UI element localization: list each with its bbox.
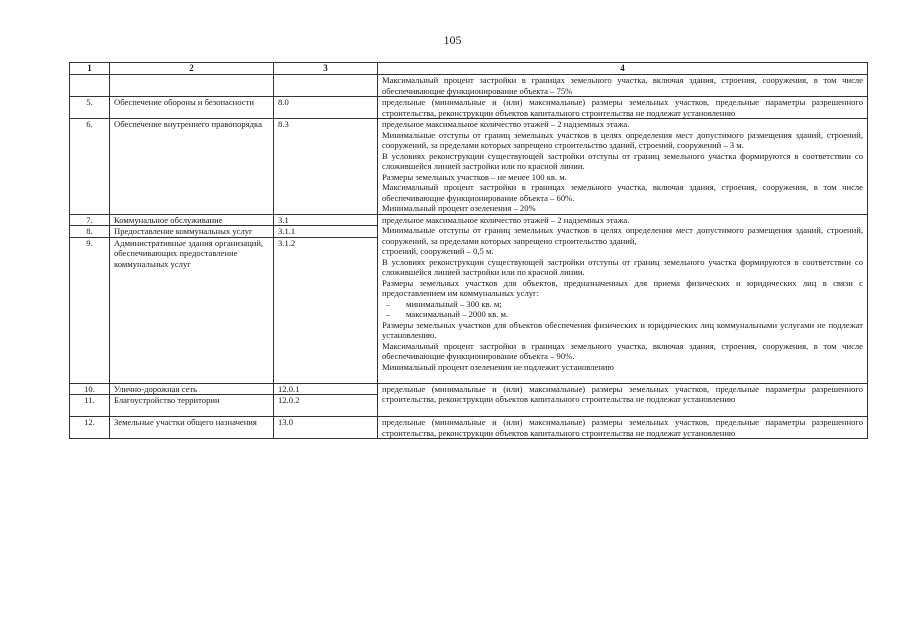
table-row-5 bbox=[70, 97, 868, 119]
dash-mark: – bbox=[386, 298, 391, 309]
params-line: предельное максимальное количество этажей – 2 надземных этажа. bbox=[382, 214, 630, 225]
table-row-6 bbox=[70, 119, 868, 215]
cell-name: Коммунальное обслуживание bbox=[110, 214, 274, 226]
params-line: строений, сооружений – 0,5 м. bbox=[382, 246, 494, 256]
params-line: Минимальный процент озеленения не подлежит установлению bbox=[382, 361, 614, 372]
cell-name: Благоустройство территории bbox=[110, 395, 274, 417]
table-row-12 bbox=[70, 417, 868, 439]
params-line: Размеры земельных участков для объектов обеспечения физических и юридических лиц коммунальными услугами не подлежат установлению. bbox=[382, 319, 863, 340]
table-row-10 bbox=[70, 383, 868, 395]
cell-num bbox=[70, 75, 110, 97]
cell-code: 13.0 bbox=[274, 417, 378, 439]
params-line: Минимальные отступы от границ земельных участков в целях определения мест допустимого размещения зданий, строений, сооружений, за пределами которых запрещено строительство зданий, bbox=[382, 225, 863, 246]
header-col-2: 2 bbox=[110, 63, 274, 75]
cell-code: 3.1.2 bbox=[274, 237, 378, 383]
params-line: Максимальный процент застройки в границах земельного участка, включая здания, строения, сооружения, в том числе обеспечивающие функционирование объекта – 60%. bbox=[382, 182, 863, 203]
cell-num: 10. bbox=[70, 383, 110, 395]
header-col-4: 4 bbox=[378, 63, 868, 75]
cell-num: 9. bbox=[70, 237, 110, 383]
params-line: Максимальный процент застройки в границах земельного участка, включая здания, строения, сооружения, в том числе обеспечивающие функционирование объекта – 90%. bbox=[382, 340, 863, 361]
cell-code: 8.3 bbox=[274, 119, 378, 215]
cell-num: 11. bbox=[70, 395, 110, 417]
cell-name bbox=[110, 75, 274, 97]
cell-num: 6. bbox=[70, 119, 110, 215]
dash-item-text: минимальный – 300 кв. м; bbox=[406, 298, 502, 309]
cell-num: 8. bbox=[70, 226, 110, 238]
params-dash-item bbox=[382, 299, 863, 310]
page-number: 105 bbox=[443, 33, 462, 47]
cell-num: 5. bbox=[70, 97, 110, 119]
regulations-table bbox=[69, 62, 868, 439]
cell-name: Предоставление коммунальных услуг bbox=[110, 226, 274, 238]
header-col-3: 3 bbox=[274, 63, 378, 75]
cell-code: 3.1.1 bbox=[274, 226, 378, 238]
cell-num: 7. bbox=[70, 214, 110, 226]
params-line: В условиях реконструкции существующей застройки отступы от границ земельного участка формируются в соответствии со сложившейся линией застройки или по красной линии. bbox=[382, 150, 863, 171]
cell-name: Административные здания организаций, обеспечивающих предоставление коммунальных услуг bbox=[110, 237, 274, 383]
dash-item-text: максимальный – 2000 кв. м. bbox=[406, 309, 509, 319]
cell-params: предельные (минимальные и (или) максимальные) размеры земельных участков, предельные параметры разрешенного строительства, реконструкции объектов капитального строительства не подлежат установлению bbox=[378, 97, 868, 119]
cell-params-shared: предельные (минимальные и (или) максимальные) размеры земельных участков, предельные параметры разрешенного строительства, реконструкции объектов капитального строительства не подлежат установлению bbox=[378, 383, 868, 417]
cell-name: Земельные участки общего назначения bbox=[110, 417, 274, 439]
table-row-continuation bbox=[70, 75, 868, 97]
cell-params-shared bbox=[378, 214, 868, 383]
params-dash-item bbox=[382, 309, 863, 320]
cell-params bbox=[378, 75, 868, 97]
cell-params: предельные (минимальные и (или) максимальные) размеры земельных участков, предельные параметры разрешенного строительства, реконструкции объектов капитального строительства не подлежат установлению bbox=[378, 417, 868, 439]
cell-code: 12.0.1 bbox=[274, 383, 378, 395]
header-row bbox=[70, 63, 868, 75]
dash-mark: – bbox=[386, 309, 391, 319]
params-line: Максимальный процент застройки в границах земельного участка, включая здания, строения, сооружения, в том числе обеспечивающие функционирование объекта – 75% bbox=[382, 75, 863, 96]
table-row-7 bbox=[70, 214, 868, 226]
params-line: Размеры земельных участков для объектов, предназначенных для приема физических и юридических лиц в связи с предоставлением им коммунальных услуг: bbox=[382, 277, 863, 298]
cell-code bbox=[274, 75, 378, 97]
cell-name: Обеспечение обороны и безопасности bbox=[110, 97, 274, 119]
cell-code: 12.0.2 bbox=[274, 395, 378, 417]
params-line: Минимальный процент озеленения – 20% bbox=[382, 203, 536, 213]
params-line: В условиях реконструкции существующей застройки отступы от границ земельного участка формируются в соответствии со сложившейся линией застройки или по красной линии. bbox=[382, 256, 863, 277]
params-line: Минимальные отступы от границ земельных участков в целях определения мест допустимого размещения зданий, строений, сооружений, за пределами которых запрещено строительство зданий, строений, сооружений – 3 м. bbox=[382, 129, 863, 150]
cell-code: 3.1 bbox=[274, 214, 378, 226]
cell-num: 12. bbox=[70, 417, 110, 439]
cell-name: Обеспечение внутреннего правопорядка bbox=[110, 119, 274, 215]
params-line: предельное максимальное количество этажей – 2 надземных этажа. bbox=[382, 119, 630, 129]
cell-params bbox=[378, 119, 868, 215]
cell-code: 8.0 bbox=[274, 97, 378, 119]
cell-name: Улично-дорожная сеть bbox=[110, 383, 274, 395]
header-col-1: 1 bbox=[70, 63, 110, 75]
params-line: Размеры земельных участков – не менее 100 кв. м. bbox=[382, 171, 567, 182]
